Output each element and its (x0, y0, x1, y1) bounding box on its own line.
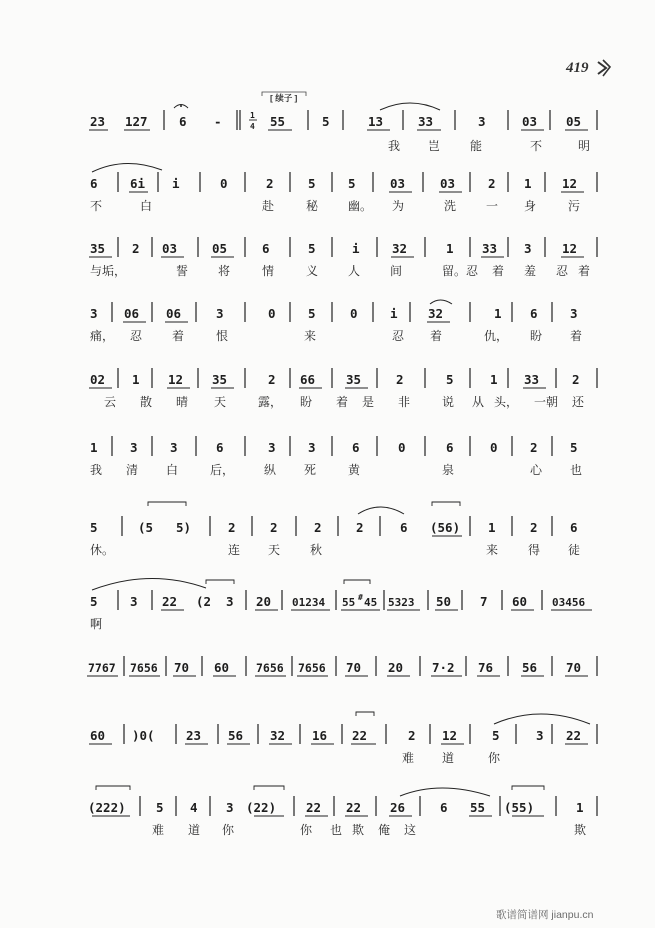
system-5 (89, 368, 597, 388)
svg-text:70: 70 (346, 660, 362, 675)
system-1 (89, 92, 597, 131)
svg-text:义: 义 (306, 264, 319, 278)
svg-text:5323: 5323 (388, 596, 415, 609)
svg-text:着: 着 (570, 329, 583, 343)
svg-text:后，: 后， (210, 463, 235, 477)
svg-text:恨: 恨 (216, 329, 229, 343)
svg-text:头，: 头， (494, 395, 519, 409)
svg-text:3: 3 (216, 306, 224, 321)
svg-text:-: - (214, 114, 222, 129)
svg-text:3: 3 (226, 594, 234, 609)
svg-text:35: 35 (212, 372, 228, 387)
svg-text:5: 5 (308, 241, 316, 256)
system-3 (89, 237, 597, 257)
svg-text:羞: 羞 (524, 264, 537, 278)
svg-text:云: 云 (104, 395, 117, 409)
svg-text:0: 0 (268, 306, 276, 321)
svg-text:60: 60 (90, 728, 106, 743)
svg-text:白: 白 (166, 463, 179, 477)
svg-text:03: 03 (522, 114, 538, 129)
svg-text:22: 22 (352, 728, 368, 743)
svg-text:2: 2 (408, 728, 416, 743)
svg-text:誓: 誓 (176, 264, 189, 278)
svg-text:12: 12 (562, 241, 578, 256)
svg-text:6: 6 (570, 520, 578, 535)
svg-text:23: 23 (90, 114, 106, 129)
svg-text:22: 22 (306, 800, 322, 815)
svg-text:3: 3 (130, 594, 138, 609)
svg-text:这: 这 (404, 823, 417, 837)
svg-text:20: 20 (256, 594, 272, 609)
svg-text:7: 7 (480, 594, 488, 609)
svg-text:2: 2 (228, 520, 236, 535)
watermark: 歌谱简谱网 jianpu.cn (496, 909, 594, 921)
svg-text:不: 不 (530, 139, 543, 153)
svg-text:1: 1 (488, 520, 496, 535)
svg-text:5): 5) (176, 520, 192, 535)
svg-text:1: 1 (524, 176, 532, 191)
svg-text:3: 3 (524, 241, 532, 256)
svg-text:污: 污 (568, 199, 581, 213)
page-number: 419 (566, 60, 589, 76)
svg-text:i: i (172, 176, 180, 191)
svg-text:身: 身 (524, 199, 537, 213)
svg-text:56: 56 (228, 728, 244, 743)
svg-text:70: 70 (174, 660, 190, 675)
svg-text:着: 着 (578, 264, 591, 278)
system-7 (90, 502, 578, 536)
svg-text:(5: (5 (138, 520, 154, 535)
svg-text:32: 32 (392, 241, 408, 256)
svg-text:0: 0 (220, 176, 228, 191)
svg-text:2: 2 (356, 520, 364, 535)
svg-text:5: 5 (570, 440, 578, 455)
svg-text:(2: (2 (196, 594, 212, 609)
svg-text:非: 非 (398, 395, 411, 409)
svg-text:12: 12 (562, 176, 578, 191)
svg-text:秘: 秘 (306, 199, 319, 213)
svg-text:(56): (56) (430, 520, 461, 535)
svg-text:来: 来 (486, 543, 499, 557)
svg-text:从: 从 (472, 395, 485, 409)
svg-text:12: 12 (168, 372, 184, 387)
svg-text:一: 一 (486, 199, 499, 213)
svg-text:20: 20 (388, 660, 404, 675)
svg-text:你: 你 (488, 751, 501, 765)
svg-text:3: 3 (478, 114, 486, 129)
svg-text:啊: 啊 (90, 617, 103, 631)
svg-text:22: 22 (346, 800, 362, 815)
svg-text:能: 能 (470, 139, 483, 153)
svg-text:33: 33 (418, 114, 434, 129)
system-6 (90, 436, 578, 456)
svg-text:6: 6 (179, 114, 187, 129)
svg-text:13: 13 (368, 114, 384, 129)
svg-text:仇，: 仇， (484, 329, 509, 343)
svg-text:6: 6 (352, 440, 360, 455)
system-8 (90, 578, 592, 610)
svg-text:白: 白 (140, 199, 153, 213)
svg-text:得: 得 (528, 543, 541, 557)
svg-text:35: 35 (346, 372, 362, 387)
svg-text:5: 5 (308, 176, 316, 191)
svg-text:66: 66 (300, 372, 316, 387)
svg-text:0: 0 (398, 440, 406, 455)
svg-text:76: 76 (478, 660, 494, 675)
svg-text:欺: 欺 (574, 823, 587, 837)
svg-text:黄: 黄 (348, 463, 361, 477)
svg-text:道: 道 (442, 751, 455, 765)
svg-text:#: # (358, 593, 363, 602)
svg-text:1: 1 (576, 800, 584, 815)
svg-text:4: 4 (250, 122, 255, 131)
svg-text:2: 2 (268, 372, 276, 387)
svg-text:05: 05 (212, 241, 228, 256)
svg-text:忍: 忍 (130, 329, 143, 343)
svg-text:5: 5 (90, 520, 98, 535)
svg-text:(22): (22) (246, 800, 277, 815)
svg-text:2: 2 (530, 520, 538, 535)
svg-text:5: 5 (446, 372, 454, 387)
svg-text:0: 0 (490, 440, 498, 455)
system-10 (89, 712, 597, 744)
svg-text:32: 32 (428, 306, 444, 321)
svg-text:你: 你 (222, 823, 235, 837)
svg-text:(55): (55) (504, 800, 535, 815)
svg-text:5: 5 (156, 800, 164, 815)
svg-text:7656: 7656 (298, 661, 326, 675)
svg-text:间: 间 (390, 264, 403, 278)
svg-text:6: 6 (400, 520, 408, 535)
svg-text:7·2: 7·2 (432, 660, 455, 675)
svg-text:6: 6 (440, 800, 448, 815)
svg-text:休。: 休。 (90, 543, 115, 557)
svg-text:秋: 秋 (310, 543, 323, 557)
svg-text:16: 16 (312, 728, 328, 743)
svg-text:6: 6 (90, 176, 98, 191)
svg-text:03: 03 (390, 176, 406, 191)
svg-text:2: 2 (132, 241, 140, 256)
svg-text:03456: 03456 (552, 596, 586, 609)
svg-text:3: 3 (536, 728, 544, 743)
svg-text:26: 26 (390, 800, 406, 815)
svg-text:5: 5 (348, 176, 356, 191)
svg-text:欺: 欺 (352, 823, 365, 837)
svg-text:3: 3 (170, 440, 178, 455)
svg-text:12: 12 (442, 728, 458, 743)
svg-text:1: 1 (90, 440, 98, 455)
svg-text:03: 03 (162, 241, 178, 256)
svg-text:盼: 盼 (530, 329, 543, 343)
svg-text:3: 3 (308, 440, 316, 455)
svg-text:56: 56 (522, 660, 538, 675)
svg-text:50: 50 (436, 594, 452, 609)
svg-text:22: 22 (566, 728, 582, 743)
svg-text:留。忍: 留。忍 (442, 264, 479, 278)
system-9 (87, 656, 597, 676)
svg-text:0: 0 (350, 306, 358, 321)
svg-text:2: 2 (572, 372, 580, 387)
svg-text:i: i (390, 306, 398, 321)
svg-text:是: 是 (362, 395, 375, 409)
system-2 (90, 163, 597, 192)
svg-text:来: 来 (304, 329, 317, 343)
svg-text:5: 5 (90, 594, 98, 609)
svg-text:33: 33 (524, 372, 540, 387)
svg-text:俺: 俺 (378, 823, 391, 837)
svg-text:1: 1 (490, 372, 498, 387)
svg-text:3: 3 (268, 440, 276, 455)
svg-text:不: 不 (90, 199, 103, 213)
svg-text:着: 着 (172, 329, 185, 343)
svg-text:01234: 01234 (292, 596, 326, 609)
svg-text:2: 2 (270, 520, 278, 535)
svg-text:6: 6 (530, 306, 538, 321)
svg-text:难: 难 (402, 751, 415, 765)
svg-text:忍: 忍 (392, 329, 405, 343)
svg-text:1: 1 (250, 111, 255, 120)
svg-text:徒: 徒 (568, 543, 581, 557)
svg-text:着: 着 (336, 395, 349, 409)
svg-text:127: 127 (125, 114, 148, 129)
svg-text:2: 2 (488, 176, 496, 191)
svg-text:)0(: )0( (132, 728, 155, 743)
svg-text:明: 明 (578, 139, 591, 153)
svg-text:6i: 6i (130, 176, 146, 191)
svg-text:道: 道 (188, 823, 201, 837)
svg-text:1: 1 (132, 372, 140, 387)
svg-text:03: 03 (440, 176, 456, 191)
svg-text:2: 2 (396, 372, 404, 387)
svg-text:7767: 7767 (88, 661, 116, 675)
svg-text:露，: 露， (258, 395, 283, 409)
svg-text:i: i (352, 241, 360, 256)
svg-text:06: 06 (124, 306, 140, 321)
svg-text:6: 6 (216, 440, 224, 455)
svg-text:7656: 7656 (130, 661, 158, 675)
svg-text:你: 你 (300, 823, 313, 837)
svg-text:为: 为 (392, 199, 405, 213)
svg-text:将: 将 (218, 264, 231, 278)
svg-text:55: 55 (342, 596, 356, 609)
svg-text:痛，: 痛， (90, 329, 115, 343)
svg-text:55: 55 (270, 114, 286, 129)
svg-text:1: 1 (446, 241, 454, 256)
system-4 (90, 300, 578, 322)
svg-text:难: 难 (152, 823, 165, 837)
svg-text:还: 还 (572, 395, 585, 409)
svg-text:连: 连 (228, 543, 241, 557)
svg-text:35: 35 (90, 241, 106, 256)
svg-text:散: 散 (140, 395, 153, 409)
svg-text:22: 22 (162, 594, 178, 609)
svg-text:人: 人 (348, 264, 361, 278)
svg-text:06: 06 (166, 306, 182, 321)
svg-text:纵: 纵 (264, 463, 277, 477)
svg-text:心: 心 (530, 463, 543, 477)
section-label: [ 续子 ] (270, 93, 298, 103)
svg-text:6: 6 (262, 241, 270, 256)
svg-text:70: 70 (566, 660, 582, 675)
svg-text:5: 5 (492, 728, 500, 743)
svg-text:盼: 盼 (300, 395, 313, 409)
svg-text:7656: 7656 (256, 661, 284, 675)
svg-text:1: 1 (494, 306, 502, 321)
svg-text:3: 3 (570, 306, 578, 321)
svg-text:3: 3 (226, 800, 234, 815)
svg-text:岂: 岂 (428, 139, 441, 153)
svg-text:45: 45 (364, 596, 378, 609)
svg-text:32: 32 (270, 728, 286, 743)
svg-text:(222): (222) (88, 800, 126, 815)
svg-text:02: 02 (90, 372, 106, 387)
svg-text:幽。: 幽。 (348, 199, 373, 213)
svg-text:天: 天 (268, 543, 281, 557)
svg-text:4: 4 (190, 800, 198, 815)
svg-text:23: 23 (186, 728, 202, 743)
svg-text:忍: 忍 (556, 264, 569, 278)
svg-text:60: 60 (214, 660, 230, 675)
system-11 (88, 786, 597, 816)
svg-text:死: 死 (304, 463, 317, 477)
lyric-1: 我 (388, 139, 401, 153)
svg-text:3: 3 (90, 306, 98, 321)
svg-text:赴: 赴 (262, 199, 275, 213)
svg-text:清: 清 (126, 463, 139, 477)
svg-text:3: 3 (130, 440, 138, 455)
svg-text:5: 5 (308, 306, 316, 321)
svg-text:33: 33 (482, 241, 498, 256)
svg-text:洗: 洗 (444, 199, 457, 213)
svg-text:6: 6 (446, 440, 454, 455)
svg-text:天: 天 (214, 395, 227, 409)
svg-text:泉: 泉 (442, 463, 455, 477)
svg-text:55: 55 (470, 800, 486, 815)
svg-text:我: 我 (90, 463, 103, 477)
svg-text:60: 60 (512, 594, 528, 609)
svg-text:说: 说 (442, 395, 455, 409)
svg-text:2: 2 (266, 176, 274, 191)
svg-text:与垢，: 与垢， (90, 264, 127, 278)
svg-text:也: 也 (330, 823, 343, 837)
svg-text:情: 情 (262, 264, 275, 278)
svg-text:一朝: 一朝 (534, 395, 559, 409)
svg-text:也: 也 (570, 463, 583, 477)
svg-text:着: 着 (430, 329, 443, 343)
svg-text:着: 着 (492, 264, 505, 278)
svg-text:2: 2 (314, 520, 322, 535)
svg-text:5: 5 (322, 114, 330, 129)
svg-text:晴: 晴 (176, 395, 189, 409)
svg-text:2: 2 (530, 440, 538, 455)
svg-text:05: 05 (566, 114, 582, 129)
